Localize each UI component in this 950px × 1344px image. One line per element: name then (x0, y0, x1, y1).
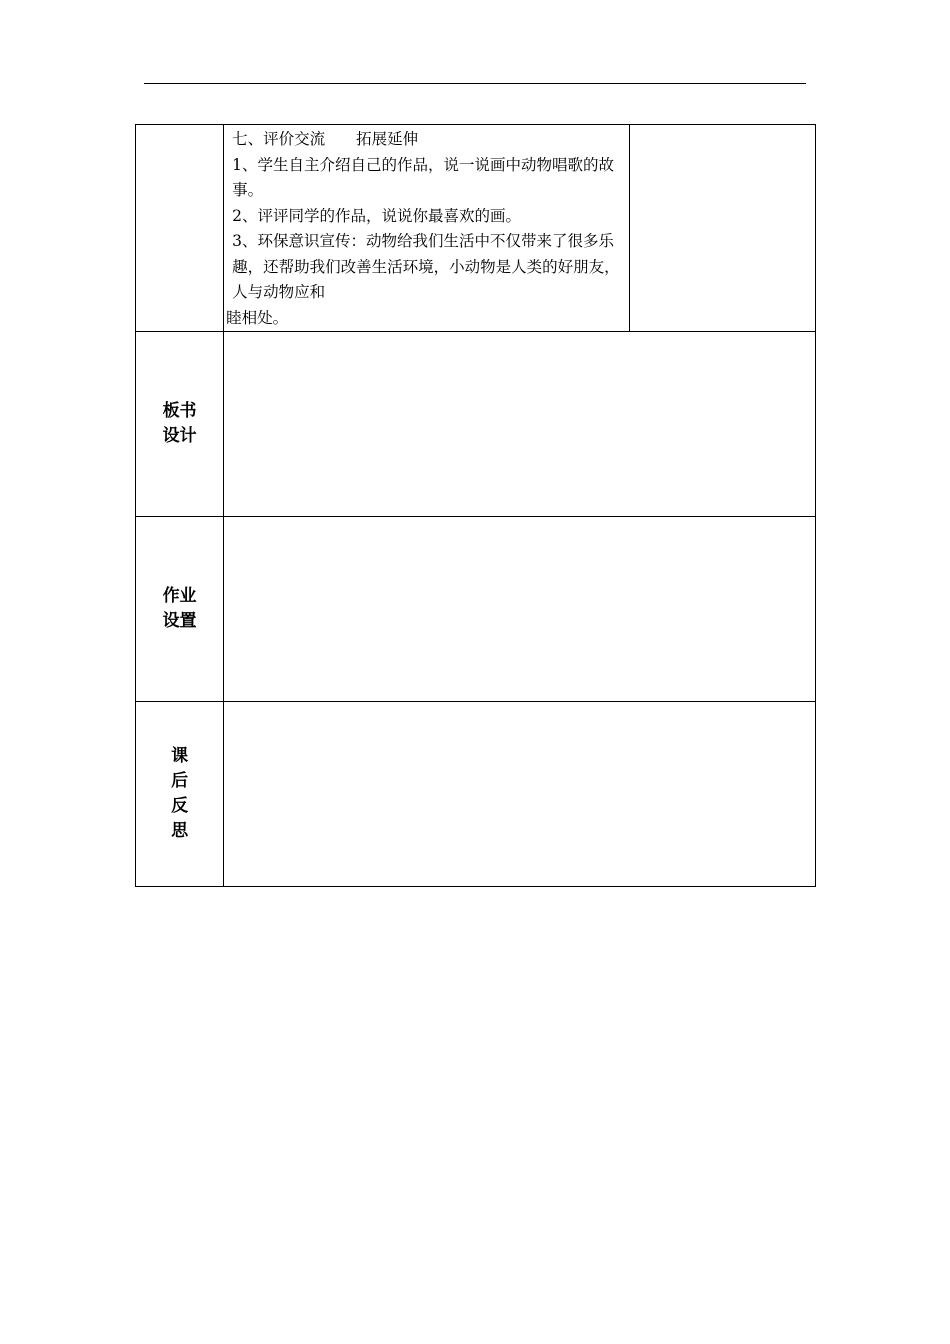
homework-row (136, 517, 816, 702)
activity-item-3-end: 睦相处。 (226, 308, 289, 327)
reflection-label-cell (136, 702, 224, 887)
reflection-row (136, 702, 816, 887)
activity-item-3: 3、环保意识宣传：动物给我们生活中不仅带来了很多乐趣，还帮助我们改善生活环境，小动物是人类的好朋友，人与动物应和 (232, 232, 620, 301)
activity-label-cell (136, 125, 224, 332)
activity-row (136, 125, 816, 332)
header-rule (144, 83, 806, 84)
activity-item-1: 1、学生自主介绍自己的作品，说一说画中动物唱歌的故事。 (232, 155, 614, 199)
board-design-label-cell (136, 332, 224, 517)
activity-content-cell (224, 125, 630, 332)
activity-notes-cell (629, 125, 815, 332)
homework-label: 作业 设置 (162, 586, 197, 631)
board-design-label: 板书 设计 (162, 401, 197, 446)
board-design-content-cell (224, 332, 816, 517)
activity-text (224, 125, 629, 331)
board-design-row (136, 332, 816, 517)
activity-heading: 七、评价交流 拓展延伸 (232, 130, 419, 148)
lesson-plan-table (135, 124, 816, 887)
reflection-label: 课 后 反 思 (171, 746, 189, 841)
homework-label-cell (136, 517, 224, 702)
reflection-content-cell (224, 702, 816, 887)
activity-item-2: 2、评评同学的作品，说说你最喜欢的画。 (232, 206, 521, 225)
homework-content-cell (224, 517, 816, 702)
